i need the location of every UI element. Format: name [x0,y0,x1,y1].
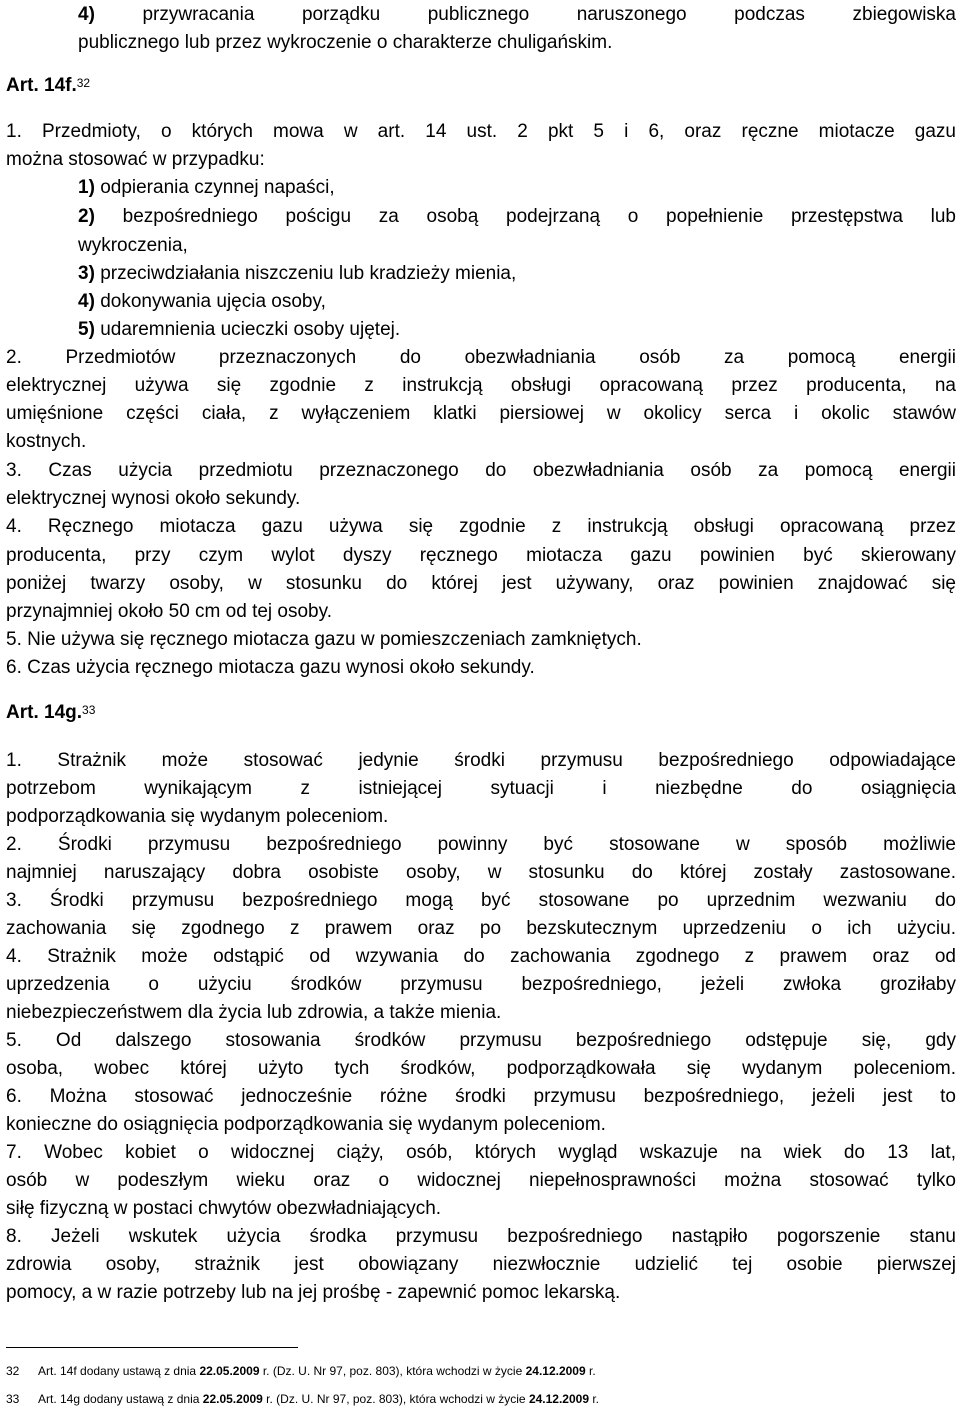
line-text: przywracania porządku publicznego naruszonego podczas zbiegowiska [142,4,956,25]
footnote [6,1363,956,1381]
list-number: 4) [78,291,95,312]
paragraph-line [6,373,956,399]
footnote-text [38,1392,599,1406]
footnote-text-part: Art. 14f dodany ustawą z dnia [38,1364,200,1378]
paragraph-line [6,147,956,173]
footnote-date: 22.05.2009 [199,1364,260,1378]
paragraph-line [6,345,956,371]
footnote-text-part: r. (Dz. U. Nr 97, poz. 803), która wchodzi w życie [262,1392,529,1406]
footnote [6,1391,956,1409]
paragraph-line [6,1084,956,1110]
line-text: siłę fizyczną w postaci chwytów obezwładniających. [6,1198,442,1219]
line-text: przynajmniej około 50 cm od tej osoby. [6,601,332,622]
line-text: odpierania czynnej napaści, [100,177,335,198]
paragraph-line [6,1280,956,1306]
article-heading [6,73,956,99]
line-text: 6. Można stosować jednocześnie różne środki przymusu bezpośredniego, jeżeli jest to [6,1086,956,1107]
line-text: publicznego lub przez wykroczenie o charakterze chuligańskim. [78,32,613,53]
line-text: elektrycznej używa się zgodnie z instrukcją obsługi opracowaną przez producenta, na [6,375,956,396]
line-text: konieczne do osiągnięcia podporządkowania się wydanym poleceniom. [6,1114,606,1135]
footnote-text-part: r. [585,1364,596,1378]
paragraph-line [6,1140,956,1166]
list-number: 5) [78,319,95,340]
paragraph-line [6,486,956,512]
line-text: kostnych. [6,431,87,452]
line-text: 1. Przedmioty, o których mowa w art. 14 ust. 2 pkt 5 i 6, oraz ręczne miotacze gazu [6,121,956,142]
paragraph-line [78,233,956,259]
line-text: uprzedzenia o użyciu środków przymusu bezpośredniego, jeżeli zwłoka groziłaby [6,974,956,995]
paragraph-line [78,30,956,56]
paragraph-line [6,429,956,455]
footnote-number: 32 [6,1364,20,1378]
line-text: przeciwdziałania niszczeniu lub kradzieży mienia, [100,263,517,284]
line-text: producenta, przy czym wylot dyszy ręcznego miotacza gazu powinien być skierowany [6,545,956,566]
paragraph-line [6,1196,956,1222]
paragraph-line [6,571,956,597]
paragraph-line [6,1028,956,1054]
paragraph-line [6,860,956,886]
line-text: osób w podeszłym wieku oraz o widocznej niepełnosprawności można stosować tylko [6,1170,956,1191]
paragraph-line [6,1056,956,1082]
paragraph-line [6,401,956,427]
footnote-number: 33 [6,1392,20,1406]
line-text: umięśnione części ciała, z wyłączeniem klatki piersiowej w okolicy serca i okolic stawów [6,403,956,424]
line-text: można stosować w przypadku: [6,149,265,170]
line-text: 5. Nie używa się ręcznego miotacza gazu w pomieszczeniach zamkniętych. [6,629,642,650]
paragraph-line [6,776,956,802]
line-text: wykroczenia, [78,235,188,256]
list-number: 2) [78,206,95,227]
list-number: 4) [78,4,95,25]
paragraph-line [6,748,956,774]
paragraph-line [6,1224,956,1250]
footnote-divider [6,1347,298,1348]
line-text: najmniej naruszający dobra osobiste osoby, w stosunku do której zostały zastosowane. [6,862,956,883]
line-text: elektrycznej wynosi około sekundy. [6,488,301,509]
line-text: 8. Jeżeli wskutek użycia środka przymusu bezpośredniego nastąpiło pogorszenie stanu [6,1226,956,1247]
paragraph-line [6,1168,956,1194]
line-text: pomocy, a w razie potrzeby lub na jej prośbę - zapewnić pomoc lekarską. [6,1282,621,1303]
line-text: 4. Strażnik może odstąpić od wzywania do zachowania zgodnego z prawem oraz od [6,946,956,967]
line-text: dokonywania ujęcia osoby, [100,291,326,312]
line-text: zdrowia osoby, strażnik jest obowiązany niezwłocznie udzielić tej osobie pierwszej [6,1254,956,1275]
line-text: 1. Strażnik może stosować jedynie środki przymusu bezpośredniego odpowiadające [6,750,956,771]
paragraph-line [6,804,956,830]
line-text: poniżej twarzy osoby, w stosunku do której jest używany, oraz powinien znajdować się [6,573,956,594]
list-item [78,261,956,287]
list-item [78,317,956,343]
list-item [78,289,956,315]
article-label: Art. 14g. [6,702,83,723]
line-text: 3. Czas użycia przedmiotu przeznaczonego do obezwładniania osób za pomocą energii [6,460,956,481]
footnote-text-part: Art. 14g dodany ustawą z dnia [38,1392,203,1406]
paragraph-line [6,972,956,998]
article-label: Art. 14f. [6,75,77,96]
list-number: 3) [78,263,95,284]
paragraph-line [6,514,956,540]
paragraph-line [6,832,956,858]
paragraph-line [6,655,956,681]
list-number: 1) [78,177,95,198]
paragraph-line [6,1252,956,1278]
line-text: 2. Przedmiotów przeznaczonych do obezwładniania osób za pomocą energii [6,347,956,368]
footnote-ref: 32 [76,76,91,90]
list-item [78,175,956,201]
line-text: 7. Wobec kobiet o widocznej ciąży, osób, których wygląd wskazuje na wiek do 13 lat, [6,1142,956,1163]
footnote-ref: 33 [82,703,96,717]
paragraph-line [6,944,956,970]
paragraph-line [6,458,956,484]
article-heading [6,700,956,726]
footnote-date: 24.12.2009 [525,1364,586,1378]
line-text: zachowania się zgodnego z prawem oraz po bezskutecznym uprzedzeniu o ich użyciu. [6,918,956,939]
line-text: 6. Czas użycia ręcznego miotacza gazu wynosi około sekundy. [6,657,535,678]
paragraph-line [6,627,956,653]
footnote-date: 24.12.2009 [528,1392,589,1406]
line-text: udaremnienia ucieczki osoby ujętej. [100,319,401,340]
paragraph-line [6,599,956,625]
line-text: 3. Środki przymusu bezpośredniego mogą być stosowane po uprzednim wezwaniu do [6,890,956,911]
line-text: potrzebom wynikającym z istniejącej sytuacji i niezbędne do osiągnięcia [6,778,956,799]
footnote-text [38,1364,596,1378]
list-item [78,204,956,230]
line-text: osoba, wobec której użyto tych środków, podporządkowała się wydanym poleceniom. [6,1058,956,1079]
footnote-date: 22.05.2009 [202,1392,263,1406]
paragraph-line [6,119,956,145]
paragraph-line [6,888,956,914]
line-text: bezpośredniego pościgu za osobą podejrzaną o popełnienie przestępstwa lub [122,206,956,227]
line-text: niebezpieczeństwem dla życia lub zdrowia, a także mienia. [6,1002,502,1023]
line-text: 5. Od dalszego stosowania środków przymusu bezpośredniego odstępuje się, gdy [6,1030,956,1051]
line-text: 4. Ręcznego miotacza gazu używa się zgodnie z instrukcją obsługi opracowaną przez [6,516,956,537]
footnote-text-part: r. (Dz. U. Nr 97, poz. 803), która wchodzi w życie [259,1364,526,1378]
footnote-text-part: r. [589,1392,600,1406]
line-text: podporządkowania się wydanym poleceniom. [6,806,389,827]
paragraph-line [6,916,956,942]
list-item [78,2,956,28]
paragraph-line [6,1000,956,1026]
line-text: 2. Środki przymusu bezpośredniego powinny być stosowane w sposób możliwie [6,834,956,855]
paragraph-line [6,543,956,569]
paragraph-line [6,1112,956,1138]
